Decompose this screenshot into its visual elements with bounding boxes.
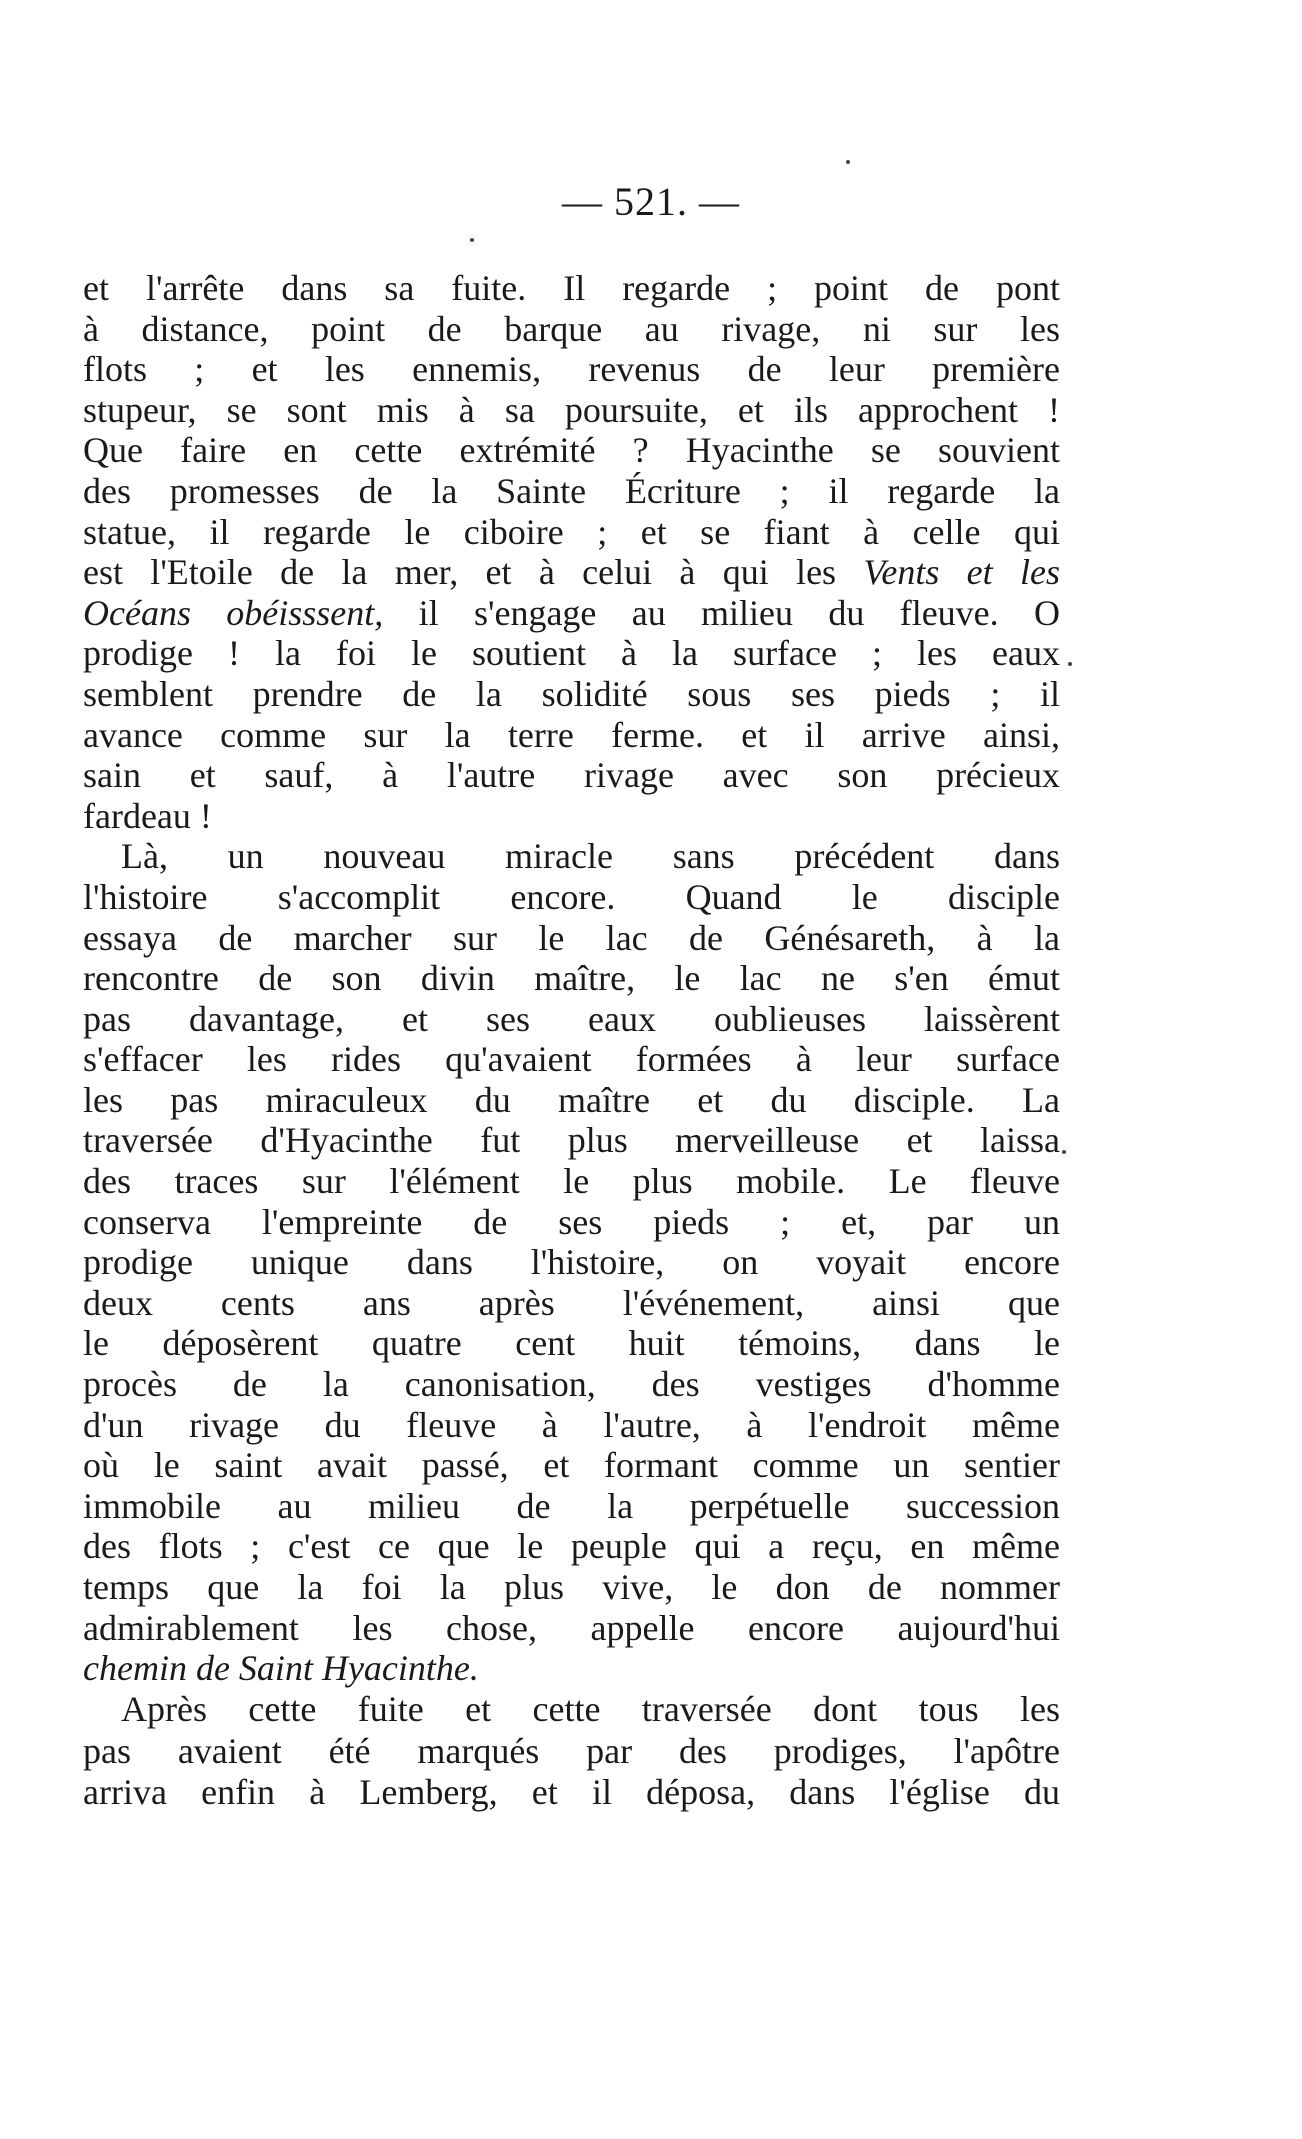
body-text	[83, 268, 1060, 1814]
text-line: des flots ; c'est ce que le peuple qui a reçu, en même	[83, 1526, 1060, 1567]
text-line: arriva enfin à Lemberg, et il déposa, dans l'église du	[83, 1772, 1060, 1813]
text-line: flots ; et les ennemis, revenus de leur première	[83, 349, 1060, 390]
text-line: semblent prendre de la solidité sous ses pieds ; il	[83, 673, 1060, 714]
text-line: procès de la canonisation, des vestiges d'homme	[83, 1364, 1060, 1405]
text-line: pas davantage, et ses eaux oublieuses laissèrent	[83, 998, 1060, 1039]
text-line: deux cents ans après l'événement, ainsi que	[83, 1282, 1060, 1323]
page-number: — 521. —	[562, 179, 740, 224]
print-speck	[846, 160, 850, 164]
text-line: fardeau !	[83, 795, 212, 836]
italic-phrase: Océans obéisssent,	[83, 592, 384, 633]
text-line: le déposèrent quatre cent huit témoins, dans le	[83, 1323, 1060, 1364]
text-line: rencontre de son divin maître, le lac ne s'en émut	[83, 958, 1060, 999]
text-line: où le saint avait passé, et formant comme un sentier	[83, 1445, 1060, 1486]
italic-phrase: Vents et les	[863, 552, 1060, 593]
print-speck	[1062, 1150, 1066, 1154]
text-line: Océans obéisssent, il s'engage au milieu du fleuve. O	[83, 592, 1060, 633]
text-line: à distance, point de barque au rivage, ni sur les	[83, 308, 1060, 349]
text-line: traversée d'Hyacinthe fut plus merveilleuse et laissa	[83, 1120, 1060, 1161]
text-line: et l'arrête dans sa fuite. Il regarde ; point de pont	[83, 268, 1060, 308]
text-line: stupeur, se sont mis à sa poursuite, et ils approchent !	[83, 389, 1060, 430]
text-line: est l'Etoile de la mer, et à celui à qui les Vents et les	[83, 552, 1060, 593]
text-line: Après cette fuite et cette traversée dont tous les	[121, 1688, 1060, 1729]
text-line: essaya de marcher sur le lac de Génésareth, à la	[83, 917, 1060, 958]
text-line: Là, un nouveau miracle sans précédent dans	[121, 836, 1060, 877]
text-line: des traces sur l'élément le plus mobile. Le fleuve	[83, 1161, 1060, 1202]
text-line	[83, 1648, 1060, 1689]
text-line: Que faire en cette extrémité ? Hyacinthe se souvient	[83, 430, 1060, 471]
text-line: d'un rivage du fleuve à l'autre, à l'endroit même	[83, 1404, 1060, 1445]
text-line: l'histoire s'accomplit encore. Quand le disciple	[83, 876, 1060, 917]
print-speck	[1068, 662, 1072, 666]
text-line: pas avaient été marqués par des prodiges, l'apôtre	[83, 1730, 1060, 1771]
italic-phrase: chemin de Saint Hyacinthe.	[83, 1648, 479, 1689]
text-line: admirablement les chose, appelle encore aujourd'hui	[83, 1607, 1060, 1648]
text-line: s'effacer les rides qu'avaient formées à leur surface	[83, 1039, 1060, 1080]
text-line: prodige ! la foi le soutient à la surface ; les eaux	[83, 633, 1060, 674]
text-line: temps que la foi la plus vive, le don de nommer	[83, 1567, 1060, 1607]
text-line: conserva l'empreinte de ses pieds ; et, par un	[83, 1201, 1060, 1242]
paragraph-1	[83, 268, 1060, 836]
text-line: immobile au milieu de la perpétuelle succession	[83, 1485, 1060, 1526]
text-line: avance comme sur la terre ferme. et il arrive ainsi,	[83, 714, 1060, 755]
text-line: prodige unique dans l'histoire, on voyait encore	[83, 1242, 1060, 1283]
text-line: des promesses de la Sainte Écriture ; il regarde la	[83, 470, 1060, 511]
text-line: les pas miraculeux du maître et du disciple. La	[83, 1079, 1060, 1120]
paragraph-3	[83, 1689, 1060, 1814]
text-line: statue, il regarde le ciboire ; et se fiant à celle qui	[83, 511, 1060, 552]
text-line: sain et sauf, à l'autre rivage avec son précieux	[83, 755, 1060, 796]
paragraph-2	[83, 836, 1060, 1688]
print-speck	[470, 238, 474, 242]
